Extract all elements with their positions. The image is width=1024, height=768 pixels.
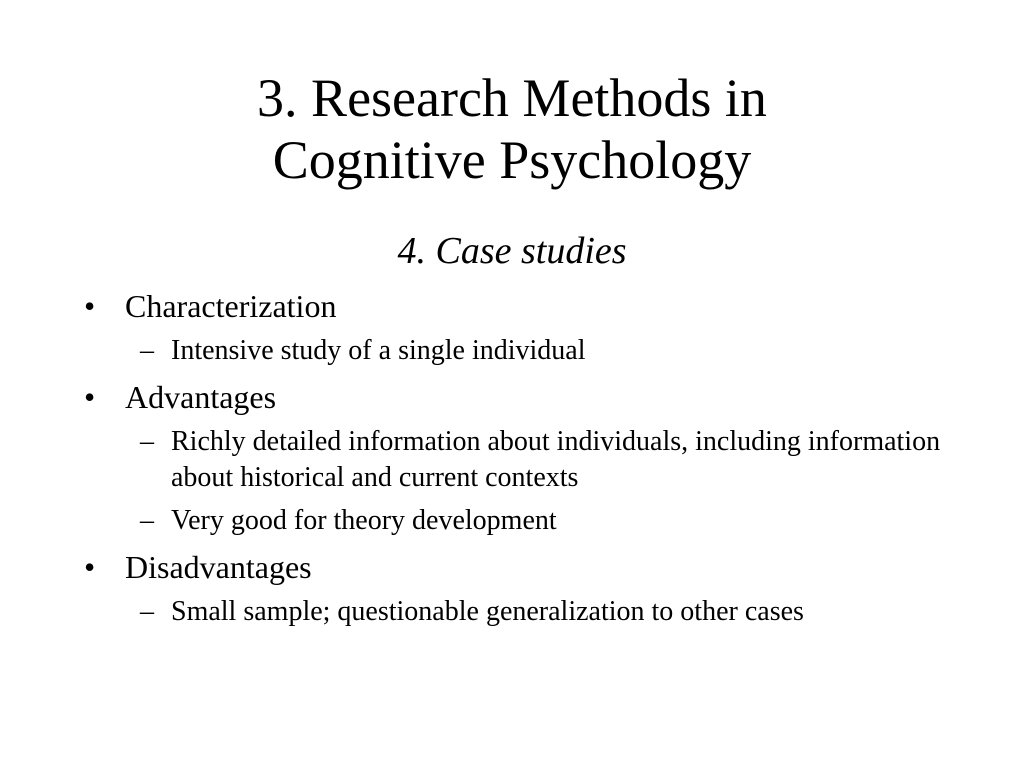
bullet-label: Characterization <box>125 288 337 324</box>
sub-bullet-text: Richly detailed information about individuals, including information about historical and current contexts <box>171 426 941 493</box>
bullet-icon: • <box>84 549 96 585</box>
bullet-label: Disadvantages <box>125 549 312 585</box>
bullet-icon: • <box>84 288 96 324</box>
bullet-list <box>0 282 1024 638</box>
sub-list <box>125 594 1024 630</box>
dash-icon: – <box>140 335 154 366</box>
bullet-icon: • <box>84 379 96 415</box>
slide-title <box>0 67 1024 191</box>
sub-bullet-text: Small sample; questionable generalization to other cases <box>171 596 804 627</box>
sub-bullet-text: Very good for theory development <box>171 505 557 536</box>
sub-list <box>125 333 1024 369</box>
title-line-2: Cognitive Psychology <box>272 130 752 190</box>
bullet-label: Advantages <box>125 379 277 415</box>
sub-list <box>125 424 1024 539</box>
bullet-disadvantages <box>0 547 1024 630</box>
title-line-1: 3. Research Methods in <box>257 68 767 128</box>
dash-icon: – <box>140 505 154 536</box>
bullet-advantages <box>0 377 1024 539</box>
sub-bullet <box>125 424 951 496</box>
dash-icon: – <box>140 596 154 627</box>
sub-bullet-text: Intensive study of a single individual <box>171 335 586 366</box>
bullet-characterization <box>0 286 1024 369</box>
sub-bullet <box>125 503 951 539</box>
sub-bullet <box>125 594 871 630</box>
dash-icon: – <box>140 426 154 457</box>
sub-bullet <box>125 333 951 369</box>
slide-subtitle: 4. Case studies <box>397 230 627 272</box>
